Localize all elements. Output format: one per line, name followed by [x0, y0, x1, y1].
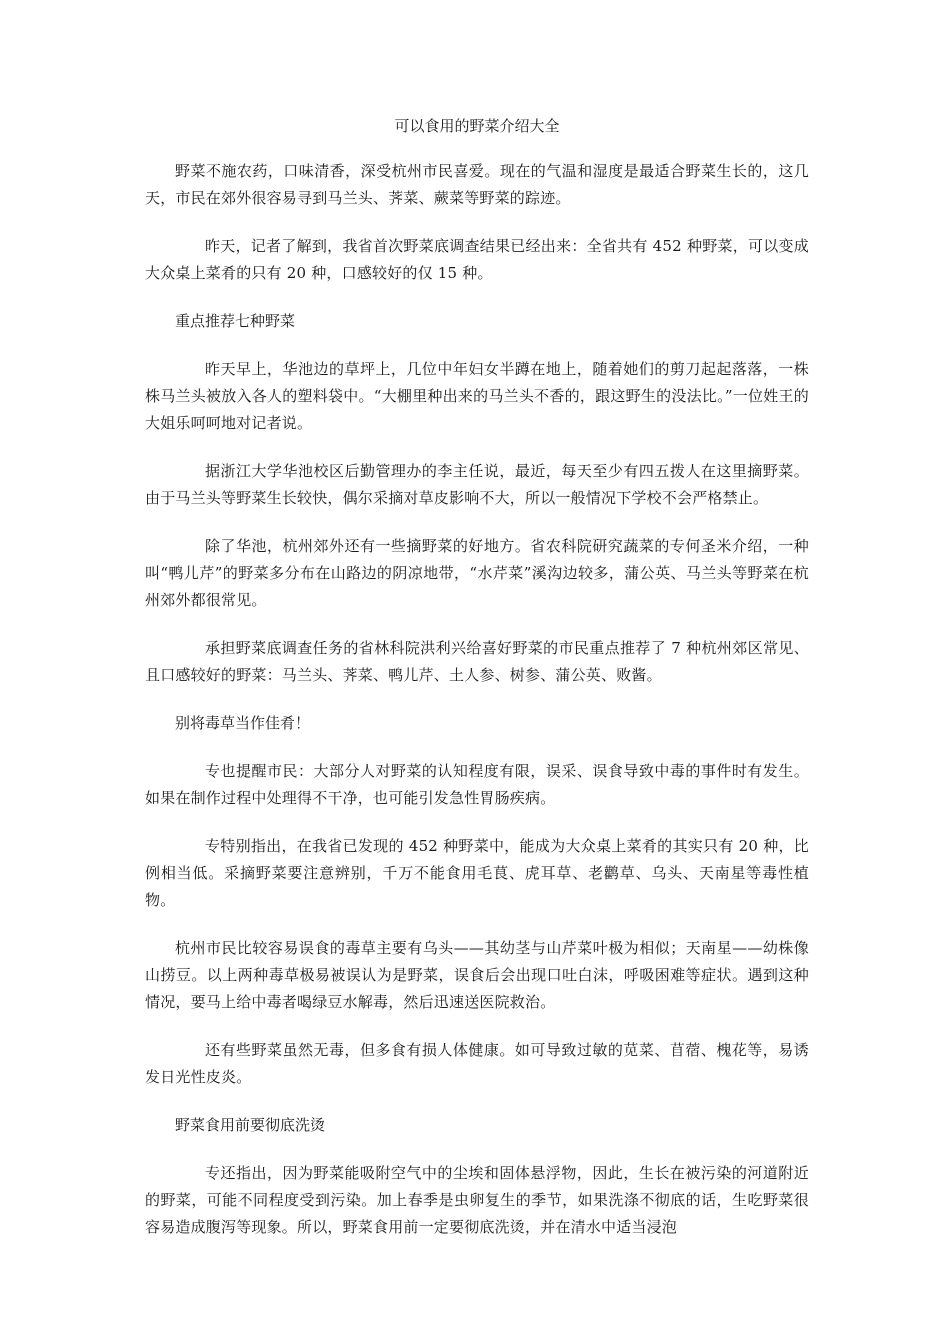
section-heading-poison: 别将毒草当作佳肴！ — [175, 714, 311, 732]
paragraph-huachi-lawn: 昨天早上，华池边的草坪上，几位中年妇女半蹲在地上，随着她们的剪刀起起落落，一株株马兰头被放入各人的塑料袋中。“大棚里种出来的马兰头不香的，跟这野生的没法比。”一位姓王的大姐乐呵呵地对记者说。 — [145, 360, 809, 432]
section-heading-washing: 野菜食用前要彻底洗烫 — [175, 1116, 326, 1134]
document-page — [145, 112, 809, 1262]
paragraph-campus-director: 据浙江大学华池校区后勤管理办的李主任说，最近，每天至少有四五拨人在这里摘野菜。由于马兰头等野菜生长较快，偶尔采摘对草皮影响不大，所以一般情况下学校不会严格禁止。 — [145, 462, 809, 507]
paragraph-expert-warning: 专也提醒市民：大部分人对野菜的认知程度有限，误采、误食导致中毒的事件时有发生。如果在制作过程中处理得不干净，也可能引发急性胃肠疾病。 — [145, 762, 809, 807]
paragraph-seven-vegetables: 承担野菜底调查任务的省林科院洪利兴给喜好野菜的市民重点推荐了 7 种杭州郊区常见、且口感较好的野菜：马兰头、荠菜、鸭儿芹、土人参、树参、蒲公英、败酱。 — [145, 639, 809, 684]
paragraph-allergy: 还有些野菜虽然无毒，但多食有损人体健康。如可导致过敏的苋菜、苜蓿、槐花等，易诱发日光性皮炎。 — [145, 1041, 809, 1086]
paragraph-other-places: 除了华池，杭州郊外还有一些摘野菜的好地方。省农科院研究蔬菜的专何圣米介绍，一种叫“鸭儿芹”的野菜多分布在山路边的阴凉地带，“水芹菜”溪沟边较多，蒲公英、马兰头等野菜在杭州郊外都很常见。 — [145, 537, 809, 609]
paragraph-common-poisons: 杭州市民比较容易误食的毒草主要有乌头——其幼茎与山芹菜叶极为相似；天南星——幼株像山捞豆。以上两种毒草极易被误认为是野菜，误食后会出现口吐白沫，呼吸困难等症状。遇到这种情况，要马上给中毒者喝绿豆水解毒，然后迅速送医院救治。 — [145, 939, 809, 1011]
paragraph-intro: 野菜不施农药，口味清香，深受杭州市民喜爱。现在的气温和湿度是最适合野菜生长的，这几天，市民在郊外很容易寻到马兰头、荠菜、蕨菜等野菜的踪迹。 — [145, 162, 809, 207]
paragraph-poison-plants: 专特别指出，在我省已发现的 452 种野菜中，能成为大众桌上菜肴的其实只有 20 种，比例相当低。采摘野菜要注意辨别，千万不能食用毛茛、虎耳草、老鹳草、乌头、天南星等毒性植物。 — [145, 837, 809, 909]
document-title: 可以食用的野菜介绍大全 — [394, 117, 560, 135]
paragraph-washing: 专还指出，因为野菜能吸附空气中的尘埃和固体悬浮物，因此，生长在被污染的河道附近的野菜，可能不同程度受到污染。加上春季是虫卵复生的季节，如果洗涤不彻底的话，生吃野菜很容易造成腹泻等现象。所以，野菜食用前一定要彻底洗烫，并在清水中适当浸泡 — [145, 1164, 809, 1236]
paragraph-survey: 昨天，记者了解到，我省首次野菜底调查结果已经出来：全省共有 452 种野菜，可以变成大众桌上菜肴的只有 20 种，口感较好的仅 15 种。 — [145, 237, 809, 282]
section-heading-recommend: 重点推荐七种野菜 — [175, 312, 296, 330]
